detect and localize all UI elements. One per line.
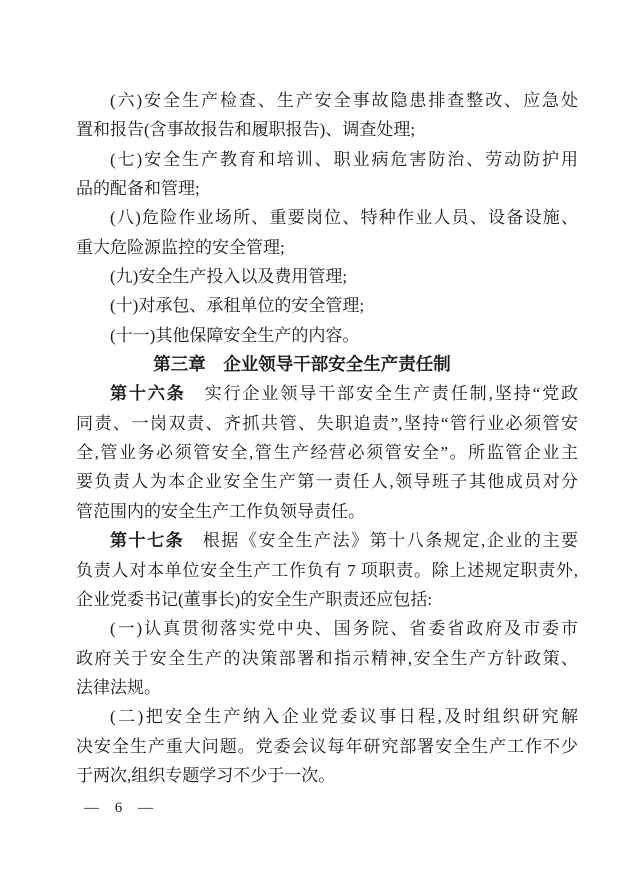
text-segment: (十)对承包、承租单位的安全管理; [110, 296, 365, 316]
text-line [76, 467, 578, 496]
bold-text-segment: 第十七条 [110, 531, 185, 551]
text-segment: 根据《安全生产法》第十八条规定,企业的主要 [184, 531, 579, 551]
text-segment: 实行企业领导干部安全生产责任制,坚持“党政 [185, 384, 579, 404]
text-segment: (九)安全生产投入以及费用管理; [110, 267, 348, 287]
text-segment: 政府关于安全生产的决策部署和指示精神,安全生产方针政策、 [76, 648, 578, 668]
text-line [76, 732, 578, 761]
bold-text-segment: 第十六条 [110, 384, 186, 404]
text-line [76, 145, 578, 174]
text-segment: 法律法规。 [76, 677, 161, 697]
text-line [76, 673, 578, 702]
text-segment: (七)安全生产教育和培训、职业病危害防治、劳动防护用 [110, 149, 578, 169]
text-line [76, 291, 578, 320]
text-line [76, 321, 578, 350]
bold-text-segment: 第三章 企业领导干部安全生产责任制 [153, 354, 451, 375]
text-line [76, 233, 578, 262]
text-line [76, 614, 578, 643]
text-line [76, 556, 578, 585]
page-number: — 6 — [84, 800, 153, 816]
text-segment: 重大危险源监控的安全管理; [76, 237, 285, 257]
text-line [76, 379, 578, 408]
text-line [76, 526, 578, 555]
text-segment: 置和报告(含事故报告和履职报告)、调查处理; [76, 120, 416, 140]
text-segment: 品的配备和管理; [76, 179, 200, 199]
text-segment: (一)认真贯彻落实党中央、国务院、省委省政府及市委市 [110, 619, 578, 639]
text-segment: 全,管业务必须管安全,管生产经营必须管安全”。所监管企业主 [76, 443, 578, 463]
text-segment: 负责人对本单位安全生产工作负有 7 项职责。除上述规定职责外, [76, 560, 578, 580]
text-line [76, 438, 578, 467]
text-segment: 企业党委书记(董事长)的安全生产职责还应包括: [76, 589, 433, 609]
text-line [76, 174, 578, 203]
text-line [76, 702, 578, 731]
text-segment: (六)安全生产检查、生产安全事故隐患排查整改、应急处 [110, 91, 578, 110]
text-segment: (八)危险作业场所、重要岗位、特种作业人员、设备设施、 [110, 208, 578, 228]
text-segment: (十一)其他保障安全生产的内容。 [110, 325, 360, 345]
text-line [76, 86, 578, 115]
chapter-heading [76, 350, 578, 379]
text-line [76, 761, 578, 790]
text-line [76, 203, 578, 232]
text-line [76, 409, 578, 438]
text-segment: (二)把安全生产纳入企业党委议事日程,及时组织研究解 [110, 707, 578, 727]
text-segment: 管范围内的安全生产工作负领导责任。 [76, 501, 365, 521]
text-segment: 决安全生产重大问题。党委会议每年研究部署安全生产工作不少 [76, 736, 578, 756]
text-line [76, 497, 578, 526]
text-line [76, 262, 578, 291]
text-segment: 于两次,组织专题学习不少于一次。 [76, 765, 336, 785]
text-line [76, 585, 578, 614]
document-body [76, 86, 578, 790]
text-line [76, 115, 578, 144]
text-line [76, 644, 578, 673]
text-segment: 同责、一岗双责、齐抓共管、失职追责”,坚持“管行业必须管安 [76, 413, 578, 433]
text-segment: 要负责人为本企业安全生产第一责任人,领导班子其他成员对分 [76, 472, 578, 492]
